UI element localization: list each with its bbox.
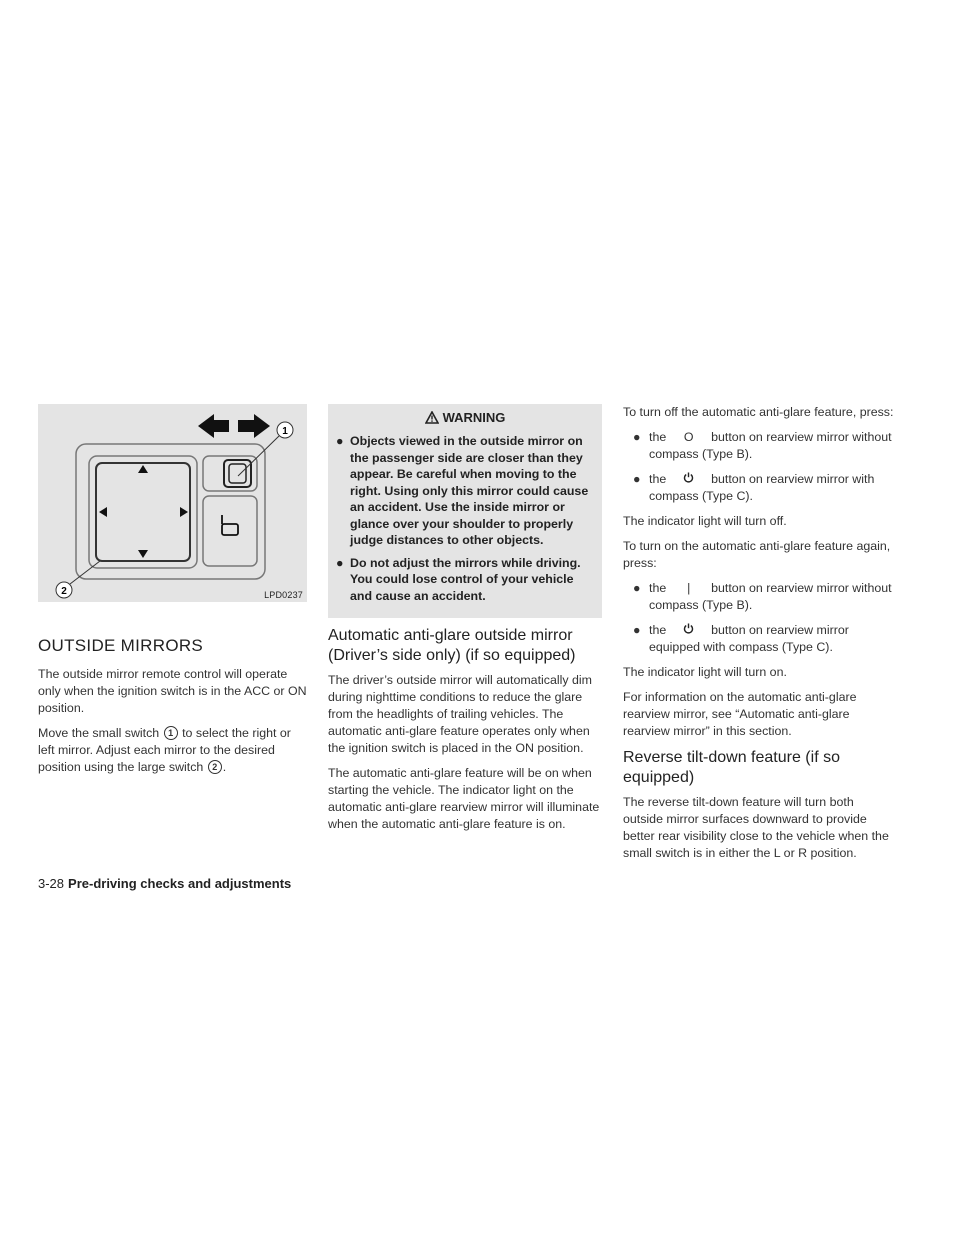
fold-switch — [203, 496, 257, 566]
right-arrow-icon — [238, 414, 270, 438]
svg-text:2: 2 — [61, 586, 67, 597]
warning-item: ● Do not adjust the mirrors while driving. You could lose control of your vehicle and cause an accident. — [336, 555, 581, 603]
page-number: 3-28 — [38, 876, 65, 891]
column-right — [623, 404, 897, 870]
chapter-title: Pre-driving checks and adjustments — [68, 876, 292, 891]
svg-text:1: 1 — [282, 426, 288, 437]
on-button-symbol: | — [687, 581, 691, 595]
list-item: ● the O button on rearview mirror without compass (Type B). — [633, 430, 892, 461]
list-item: ● the | button on rearview mirror without compass (Type B). — [633, 581, 892, 612]
paragraph: Move the small switch 1 to select the right or left mirror. Adjust each mirror to the desired position using the large switch 2 . — [38, 726, 291, 774]
power-button-icon — [670, 471, 708, 488]
list-item: ● the button on rearview mirror with compass (Type C). — [633, 472, 875, 503]
paragraph: The reverse tilt-down feature will turn both outside mirror surfaces downward to provide better rear visibility close to the vehicle when the small switch is in either the L or R position. — [623, 795, 889, 860]
warning-box — [328, 404, 602, 618]
callout-2-ref: 2 — [208, 760, 222, 774]
paragraph: The driver’s outside mirror will automatically dim during nighttime conditions to reduce the glare from the headlights of trailing vehicles. The automatic anti-glare feature operates only when the ignition switch is placed in the ON position. — [328, 673, 592, 755]
warning-item: ● Objects viewed in the outside mirror on the passenger side are closer than they appear. Be careful when moving to the right. Using only this mirror could cause an accident. Use the inside mirror or glance over your shoulder to properly judge distances to other objects. — [336, 434, 589, 547]
paragraph: The outside mirror remote control will operate only when the ignition switch is in the ACC or ON position. — [38, 667, 307, 715]
large-switch — [96, 463, 190, 561]
mirror-switch-figure — [38, 404, 307, 602]
section-title-outside-mirrors: OUTSIDE MIRRORS — [38, 636, 204, 655]
subsection-title-anti-glare: Automatic anti-glare outside mirror (Driver’s side only) (if so equipped) — [328, 627, 576, 664]
callout-1-ref: 1 — [164, 726, 178, 740]
off-button-symbol: O — [683, 430, 694, 444]
warning-heading: WARNING — [334, 410, 596, 427]
paragraph: The automatic anti-glare feature will be on when starting the vehicle. The indicator light on the automatic anti-glare rearview mirror will illuminate when the automatic anti-glare feature is on. — [328, 766, 600, 831]
page-footer — [38, 876, 291, 891]
column-middle — [328, 404, 602, 841]
power-button-icon — [670, 622, 708, 639]
list-item: ● the button on rearview mirror equipped with compass (Type C). — [633, 623, 849, 654]
warning-triangle-icon — [425, 411, 439, 427]
paragraph: The indicator light will turn on. — [623, 665, 787, 679]
figure-code: LPD0237 — [264, 590, 303, 600]
column-left — [38, 404, 307, 784]
left-arrow-icon — [198, 414, 229, 438]
mirror-switch-illustration — [38, 404, 307, 602]
paragraph: The indicator light will turn off. — [623, 514, 787, 528]
paragraph: To turn off the automatic anti-glare feature, press: — [623, 405, 894, 419]
paragraph: To turn on the automatic anti-glare feature again, press: — [623, 539, 891, 570]
subsection-title-reverse-tilt: Reverse tilt-down feature (if so equipped) — [623, 749, 840, 786]
paragraph: For information on the automatic anti-glare rearview mirror, see “Automatic anti-glare rearview mirror” in this section. — [623, 690, 857, 738]
